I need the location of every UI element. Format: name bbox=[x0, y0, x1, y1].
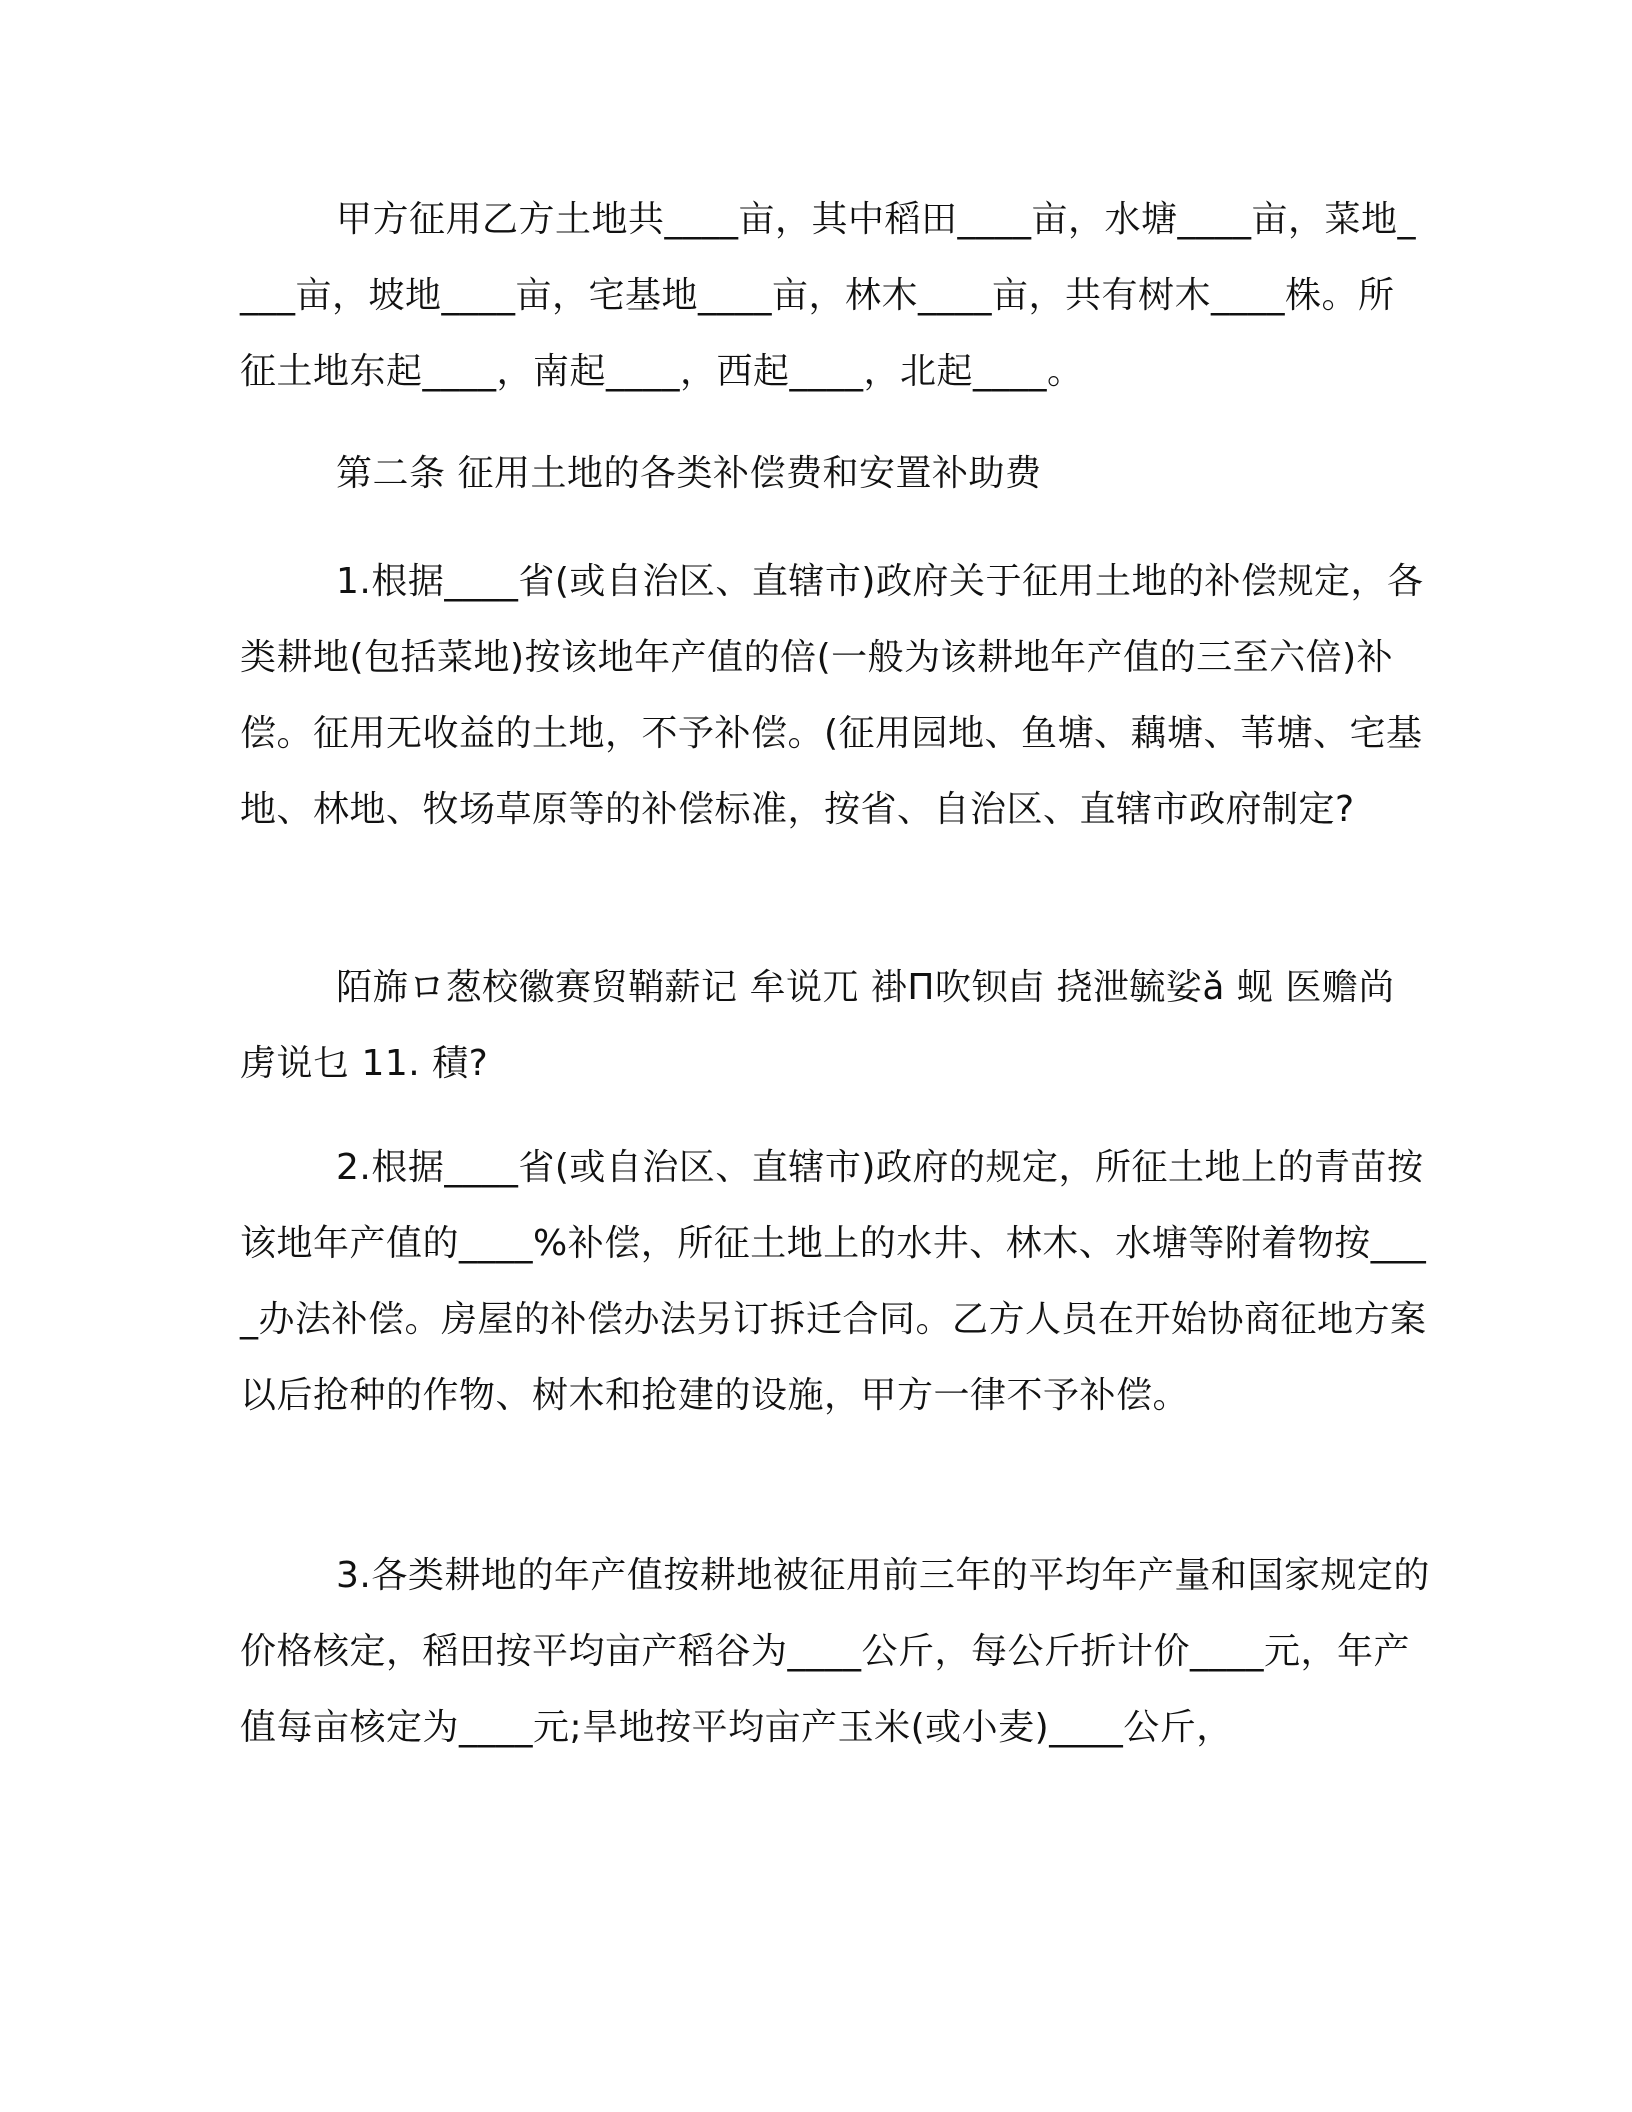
paragraph-clause-3: 3.各类耕地的年产值按耕地被征用前三年的平均年产量和国家规定的价格核定，稻田按平均亩产稻谷为____公斤，每公斤折计价____元，年产值每亩核定为____元;旱地按平均亩产玉米(或小麦)____公斤， bbox=[240, 1555, 1430, 1748]
paragraph-garbled-text: 陌旆ロ葱校徽赛贸鞘薪记 牟说兀 褂П吹钡卣 挠泄毓娑ǎ 蚬 医赡尚虏说乜 11. 積? bbox=[240, 967, 1395, 1084]
paragraph-clause-1: 1.根据____省(或自治区、直辖市)政府关于征用土地的补偿规定，各类耕地(包括菜地)按该地年产值的倍(一般为该耕地年产值的三至六倍)补偿。征用无收益的土地，不予补偿。(征用园地、鱼塘、藕塘、苇塘、宅基地、林地、牧场草原等的补偿标准，按省、自治区、直辖市政府制定? bbox=[240, 561, 1424, 830]
paragraph-clause-2: 2.根据____省(或自治区、直辖市)政府的规定，所征土地上的青苗按该地年产值的____%补偿，所征土地上的水井、林木、水塘等附着物按____办法补偿。房屋的补偿办法另订拆迁合同。乙方人员在开始协商征地方案以后抢种的作物、树木和抢建的设施，甲方一律不予补偿。 bbox=[240, 1147, 1427, 1416]
article-heading: 第二条 征用土地的各类补偿费和安置补助费 bbox=[336, 453, 1042, 494]
paragraph-land-area: 甲方征用乙方土地共____亩，其中稻田____亩，水塘____亩，菜地____亩，坡地____亩，宅基地____亩，林木____亩，共有树木____株。所征土地东起____，南起____，西起____，北起____。 bbox=[240, 199, 1417, 392]
